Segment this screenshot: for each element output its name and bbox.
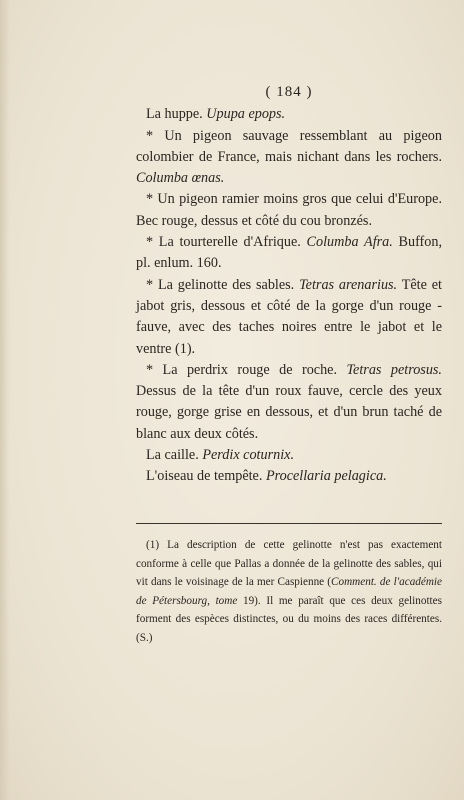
entry-pigeon-ramier — [136, 189, 442, 232]
entry-tourterelle — [136, 232, 442, 275]
entry-text: L'oiseau de tempête. — [146, 468, 266, 485]
latin-name: Perdix coturnix. — [202, 447, 294, 464]
footnote — [136, 536, 442, 647]
latin-name: Tetras arenarius. — [299, 276, 398, 293]
entry-text: La huppe. — [146, 106, 207, 123]
latin-name: Procellaria pelagica. — [265, 468, 387, 485]
entry-text: * La tourterelle d'Afrique. — [146, 234, 307, 251]
entry-text: * La gelinotte des sables. — [146, 276, 300, 293]
main-text — [136, 82, 442, 488]
entry-text: La caille. — [146, 447, 203, 464]
latin-name: Columba œnas. — [136, 170, 225, 187]
latin-name: Upupa epops. — [206, 106, 286, 123]
entry-caille — [136, 445, 442, 466]
footnote-text: (1) La description de cette gelinotte n'est pas exactement conforme à celle que Pallas a donnée de la gelinotte des sables, qui vit dans le voisinage de la mer Caspienne ( — [136, 539, 442, 588]
entry-text-cont: Tête et jabot gris, dessous et côté de la gorge d'un rouge - fauve, avec des taches noires entre le jabot et le ventre (1). — [136, 276, 442, 357]
entry-oiseau-tempete — [136, 466, 442, 487]
page-number: ( 184 ) — [265, 84, 313, 100]
entry-text-cont: Dessus de la tête d'un roux fauve, cercle des yeux rouge, gorge grise en dessous, et d'un brun taché de blanc aux deux côtés. — [136, 383, 442, 442]
entry-text-cont: Buffon, pl. enlum. 160. — [136, 234, 443, 272]
footnote-text-cont: 19). Il me paraît que ces deux gelinottes forment des espèces distinctes, ou du moins des races différentes. (S.) — [136, 594, 442, 644]
footnote-rule — [136, 523, 442, 524]
entry-huppe — [136, 104, 442, 125]
latin-name: Columba Afra. — [306, 234, 393, 251]
footnote-paragraph — [136, 536, 442, 647]
entry-text: * Un pigeon sauvage ressemblant au pigeon colombier de France, mais nichant dans les rochers. — [136, 127, 442, 165]
entry-pigeon-sauvage — [136, 126, 442, 190]
page-edge-shadow — [0, 0, 10, 800]
entry-text: * Un pigeon ramier moins gros que celui d'Europe. Bec rouge, dessus et côté du cou bronzés. — [136, 191, 442, 229]
latin-name: Tetras petrosus. — [346, 361, 442, 378]
entry-gelinotte — [136, 275, 442, 360]
footnote-citation: Comment. de l'académie de Pétersbourg, tome — [136, 576, 443, 607]
entry-text: * La perdrix rouge de roche. — [146, 361, 347, 378]
entry-perdrix — [136, 360, 442, 445]
